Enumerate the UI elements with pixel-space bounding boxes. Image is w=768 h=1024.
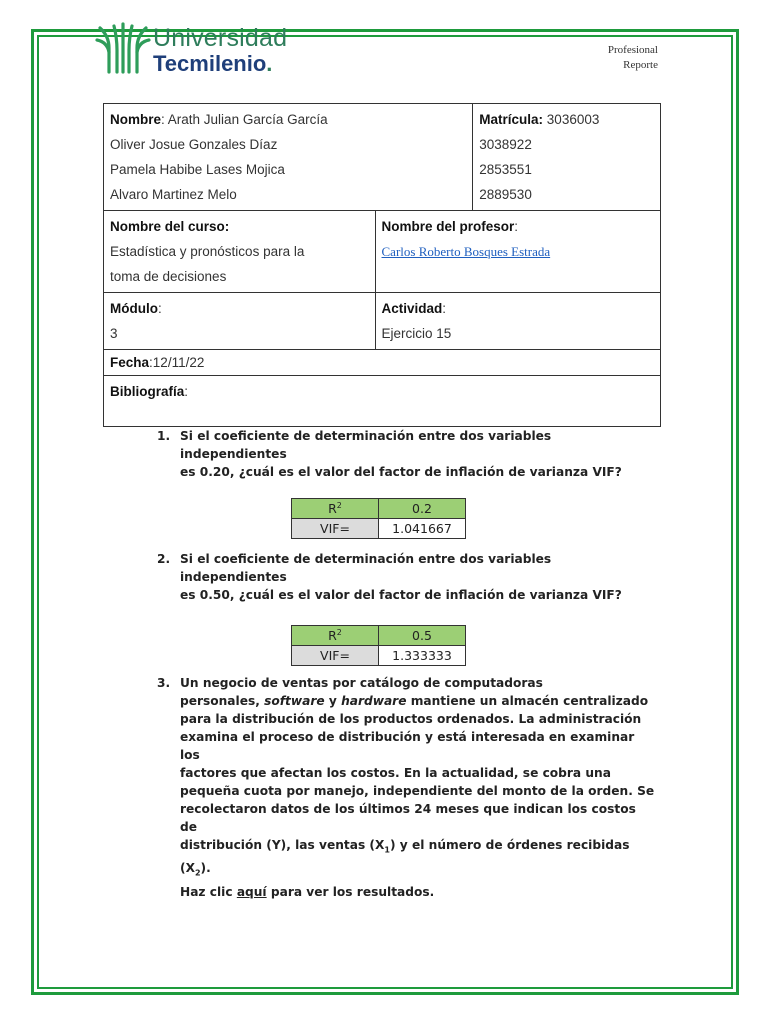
actividad-value: Ejercicio 15 [381, 326, 452, 341]
r2-value-cell: 0.5 [379, 626, 466, 646]
question-text: Si el coeficiente de determinación entre dos variables independientes es 0.20, ¿cuál es el valor del factor de inflación de varianza VIF? [180, 429, 622, 479]
university-logo [95, 20, 305, 76]
modulo-cell: Módulo: 3 [104, 293, 376, 350]
header-labels [608, 43, 658, 73]
question-text: Un negocio de ventas por catálogo de computadoras personales, software y hardware mantiene un almacén centralizado para la distribución de los productos ordenados. La administración examina el proceso de distribución y está interesada en examinar los factores que afectan los costos. En la actualidad, se cobra una pequeña cuota por manejo, independiente del monto de la orden. Se recolectaron datos de los últimos 24 meses que indican los costos de distribución (Y), las ventas $(X_1)$ y el número de órdenes recibidas $(X_2)$. Haz clic aquí para ver los resultados. [180, 676, 655, 899]
header-reporte: Reporte [623, 59, 658, 71]
header-profesional: Profesional [607, 44, 658, 56]
r2-value-cell: 0.2 [379, 499, 466, 519]
student-name: Alvaro Martinez Melo [110, 187, 237, 202]
tecmilenio-logo-icon [95, 22, 151, 74]
bibliografia-label: Bibliografía [110, 384, 185, 399]
curso-cell [104, 211, 376, 293]
curso-label: Nombre del curso: [110, 219, 230, 234]
matricula-value: 3038922 [479, 137, 532, 152]
question-number: 3. [157, 676, 171, 690]
fecha-value: 12/11/22 [152, 355, 205, 370]
profesor-link[interactable]: Carlos Roberto Bosques Estrada [381, 244, 551, 259]
vif-value-cell: 1.333333 [379, 646, 466, 666]
student-name: Pamela Habibe Lases Mojica [110, 162, 285, 177]
vif-label-cell: VIF= [292, 646, 379, 666]
students-cell: Nombre: Arath Julian García García Oliver Josue Gonzales Díaz Pamela Habibe Lases Mojica Alvaro Martinez Melo [104, 104, 473, 211]
r2-label-cell: $R^2$ [292, 499, 379, 519]
curso-value-line1: Estadística y pronósticos para la [110, 244, 305, 259]
modulo-value: 3 [110, 326, 118, 341]
question-3 [157, 674, 657, 901]
matricula-value: 3036003 [546, 112, 600, 127]
logo-text-universidad: Universidad [153, 24, 288, 52]
curso-value-line2: toma de decisiones [110, 269, 227, 284]
logo-text-tecmilenio: Tecmilenio. [153, 51, 273, 76]
r2-label-cell: $R^2$ [292, 626, 379, 646]
matricula-label: Matrícula: [479, 112, 544, 127]
student-name: Oliver Josue Gonzales Díaz [110, 137, 278, 152]
fecha-label: Fecha [110, 355, 150, 370]
question-1 [157, 427, 657, 481]
modulo-label: Módulo [110, 301, 158, 316]
bibliografia-cell: Bibliografía: [104, 376, 661, 427]
question-2 [157, 550, 657, 604]
question-text: Si el coeficiente de determinación entre dos variables independientes es 0.50, ¿cuál es el valor del factor de inflación de varianza VIF? [180, 552, 622, 602]
profesor-label: Nombre del profesor [381, 219, 515, 234]
question-number: 2. [157, 552, 171, 566]
profesor-cell: Nombre del profesor: Carlos Roberto Bosques Estrada [375, 211, 660, 293]
question-number: 1. [157, 429, 171, 443]
vif-value-cell: 1.041667 [379, 519, 466, 539]
nombre-label: Nombre [110, 112, 162, 127]
vif-table-2 [291, 625, 466, 666]
matricula-value: 2889530 [479, 187, 532, 202]
student-name: Arath Julian García García [167, 112, 328, 127]
actividad-cell: Actividad: Ejercicio 15 [375, 293, 660, 350]
matricula-cell [473, 104, 661, 211]
fecha-cell: Fecha:12/11/22 [104, 350, 661, 376]
actividad-label: Actividad [381, 301, 443, 316]
vif-table-1 [291, 498, 466, 539]
aqui-link[interactable]: aquí [236, 884, 267, 899]
matricula-value: 2853551 [479, 162, 532, 177]
report-info-table [103, 103, 661, 427]
vif-label-cell: VIF= [292, 519, 379, 539]
